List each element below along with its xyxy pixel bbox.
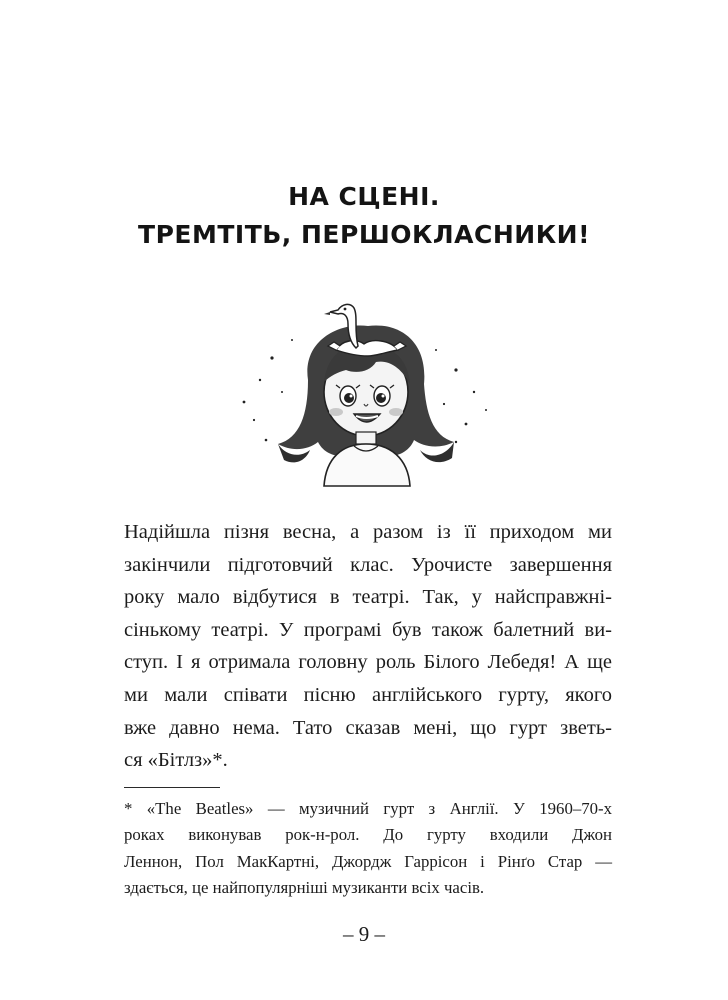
body-paragraph xyxy=(124,516,612,777)
body-line: сінькому театрі. У програмі був також балетний ви- xyxy=(124,618,612,641)
chapter-title-line-2: ТРЕМТІТЬ, ПЕРШОКЛАСНИКИ! xyxy=(138,220,590,249)
page-number: – 9 – xyxy=(343,922,385,946)
body-line: року мало відбутися в театрі. Так, у найсправжні- xyxy=(124,586,612,609)
body-line: ступ. І я отримала головну роль Білого Лебедя! А ще xyxy=(124,651,612,674)
chapter-title-line-1: НА СЦЕНІ. xyxy=(288,182,440,211)
footnote-line: Леннон, Пол МакКартні, Джордж Гаррісон і Рінґо Стар — xyxy=(124,851,612,871)
footnote-line: * «The Beatles» — музичний гурт з Англії. У 1960–70-х xyxy=(124,799,612,818)
body-line: закінчили підготовчий клас. Урочисте завершення xyxy=(124,553,612,576)
body-line: Надійшла пізня весна, а разом із її приходом ми xyxy=(124,521,612,543)
body-line: ми мали співати пісню англійського гурту, якого xyxy=(124,683,612,706)
footnote-line: роках виконував рок-н-рол. До гурту входили Джон xyxy=(124,825,612,845)
body-line: ся «Бітлз»*. xyxy=(124,749,228,772)
body-line: вже давно нема. Тато сказав мені, що гурт зветь- xyxy=(124,716,612,739)
footnote-line: здається, це найпопулярніші музиканти всіх часів. xyxy=(124,878,485,898)
girl-with-swan-icon xyxy=(230,300,500,490)
footnote xyxy=(124,796,612,902)
chapter-title xyxy=(0,178,728,254)
footnote-divider xyxy=(124,787,220,788)
